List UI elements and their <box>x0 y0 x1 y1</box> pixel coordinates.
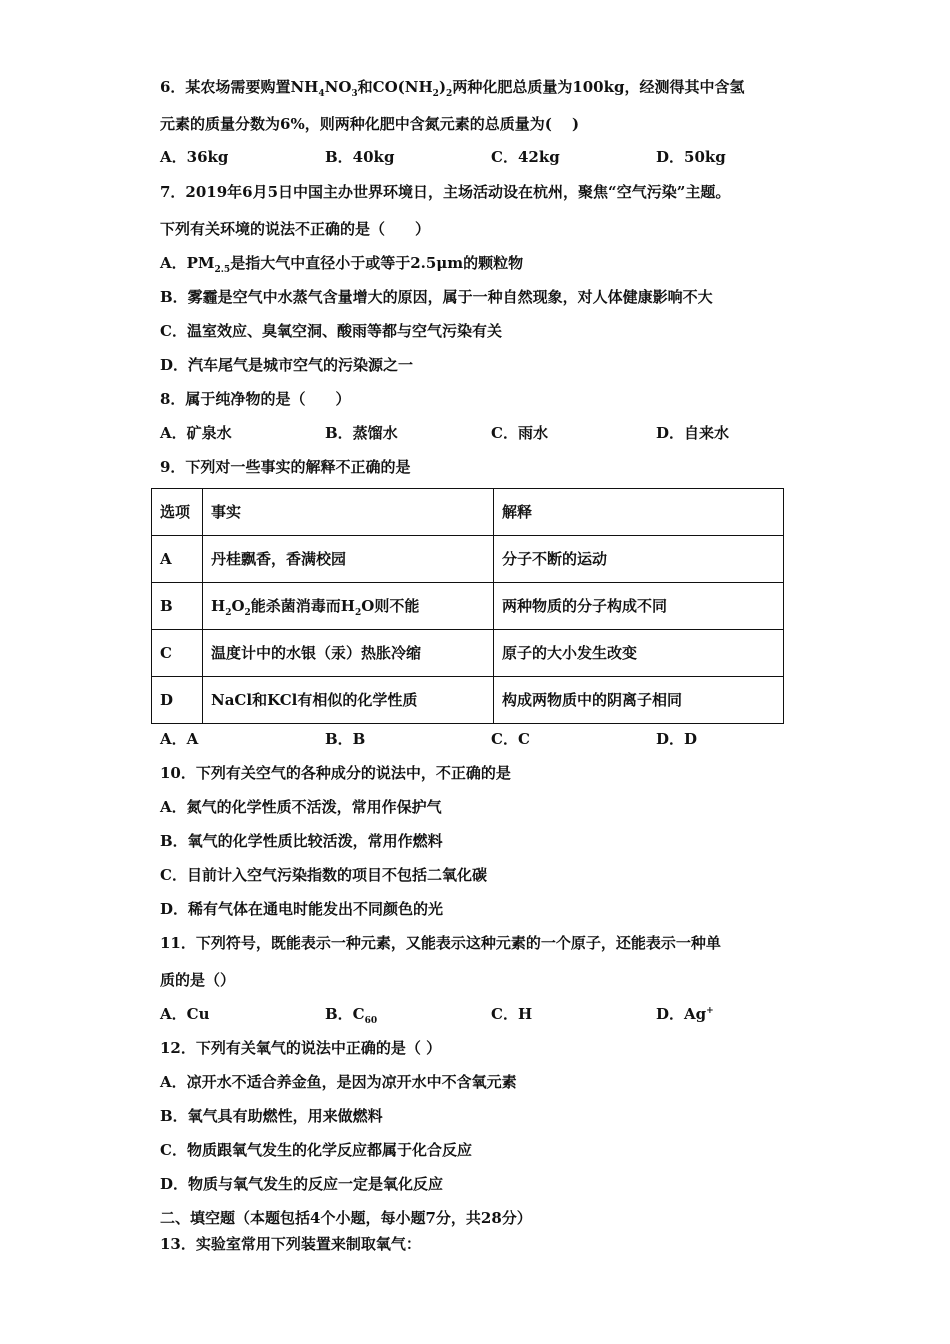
q8-option-b: B．蒸馏水 <box>325 424 398 442</box>
q7-option-c: C．温室效应、臭氧空洞、酸雨等都与空气污染有关 <box>160 322 502 340</box>
q9-option-b: B．B <box>325 730 366 748</box>
q10-option-b: B．氧气的化学性质比较活泼，常用作燃料 <box>160 832 443 850</box>
q12-stem: 12．下列有关氧气的说法中正确的是（ ） <box>160 1039 442 1057</box>
q13-stem: 13．实验室常用下列装置来制取氧气： <box>160 1235 421 1253</box>
q6-stem-line2: 元素的质量分数为6%，则两种化肥中含氮元素的总质量为( ) <box>160 115 580 133</box>
table-row <box>152 536 784 583</box>
row-explanation: 原子的大小发生改变 <box>494 630 784 677</box>
q7-option-d: D．汽车尾气是城市空气的污染源之一 <box>160 356 414 374</box>
table-row <box>152 677 784 724</box>
q12-option-d: D．物质与氧气发生的反应一定是氧化反应 <box>160 1175 444 1193</box>
q6-option-a: A．36kg <box>160 148 229 166</box>
q7-stem-line1: 7．2019年6月5日中国主办世界环境日，主场活动设在杭州，聚焦“空气污染”主题。 <box>160 183 731 201</box>
row-label: B <box>152 583 203 630</box>
q11-stem-line2: 质的是（） <box>160 971 236 989</box>
q9-option-a: A．A <box>160 730 199 748</box>
q9-stem: 9．下列对一些事实的解释不正确的是 <box>160 458 411 476</box>
row-fact: $H_2O_2$能杀菌消毒而$H_2O$则不能 <box>203 583 494 630</box>
table-row <box>152 630 784 677</box>
section-2-heading: 二、填空题（本题包括4个小题，每小题7分，共28分） <box>160 1209 532 1227</box>
q10-option-c: C．目前计入空气污染指数的项目不包括二氧化碳 <box>160 866 487 884</box>
header-option: 选项 <box>152 489 203 536</box>
q10-option-d: D．稀有气体在通电时能发出不同颜色的光 <box>160 900 444 918</box>
q12-option-a: A．凉开水不适合养金鱼，是因为凉开水中不含氧元素 <box>160 1073 517 1091</box>
q10-option-a: A．氮气的化学性质不活泼，常用作保护气 <box>160 798 442 816</box>
q9-option-d: D．D <box>656 730 698 748</box>
q9-facts-table <box>151 488 784 724</box>
q11-option-c: C．H <box>491 1005 533 1023</box>
q6-option-d: D．50kg <box>656 148 726 166</box>
q8-stem: 8．属于纯净物的是（ ） <box>160 390 351 408</box>
q11-option-a: A．Cu <box>160 1005 210 1023</box>
q7-option-a: A．$PM_{2.5}$是指大气中直径小于或等于2.5μm的颗粒物 <box>160 254 524 275</box>
q10-stem: 10．下列有关空气的各种成分的说法中，不正确的是 <box>160 764 511 782</box>
q6-stem-line1: 6．某农场需要购置$NH_4NO_3$和$CO(NH_2)_2$两种化肥总质量为100kg，经测得其中含氢 <box>160 78 745 99</box>
q12-option-c: C．物质跟氧气发生的化学反应都属于化合反应 <box>160 1141 472 1159</box>
row-fact: 温度计中的水银（汞）热胀冷缩 <box>203 630 494 677</box>
row-explanation: 两种物质的分子构成不同 <box>494 583 784 630</box>
table-row <box>152 583 784 630</box>
row-fact: NaCl和KCl有相似的化学性质 <box>203 677 494 724</box>
row-explanation: 构成两物质中的阴离子相同 <box>494 677 784 724</box>
q8-option-c: C．雨水 <box>491 424 548 442</box>
q7-option-b: B．雾霾是空气中水蒸气含量增大的原因，属于一种自然现象，对人体健康影响不大 <box>160 288 713 306</box>
q11-stem-line1: 11．下列符号，既能表示一种元素，又能表示这种元素的一个原子，还能表示一种单 <box>160 934 721 952</box>
table-header-row <box>152 489 784 536</box>
q12-option-b: B．氧气具有助燃性，用来做燃料 <box>160 1107 383 1125</box>
row-label: D <box>152 677 203 724</box>
row-fact: 丹桂飘香，香满校园 <box>203 536 494 583</box>
q7-stem-line2: 下列有关环境的说法不正确的是（ ） <box>160 220 431 238</box>
q11-option-d: D．Ag+ <box>656 1005 714 1023</box>
row-label: C <box>152 630 203 677</box>
q11-option-b: B．$C_{60}$ <box>325 1005 378 1026</box>
q6-option-c: C．42kg <box>491 148 560 166</box>
q6-option-b: B．40kg <box>325 148 395 166</box>
q8-option-d: D．自来水 <box>656 424 730 442</box>
q9-option-c: C．C <box>491 730 530 748</box>
header-fact: 事实 <box>203 489 494 536</box>
q8-option-a: A．矿泉水 <box>160 424 232 442</box>
row-explanation: 分子不断的运动 <box>494 536 784 583</box>
row-label: A <box>152 536 203 583</box>
header-explanation: 解释 <box>494 489 784 536</box>
